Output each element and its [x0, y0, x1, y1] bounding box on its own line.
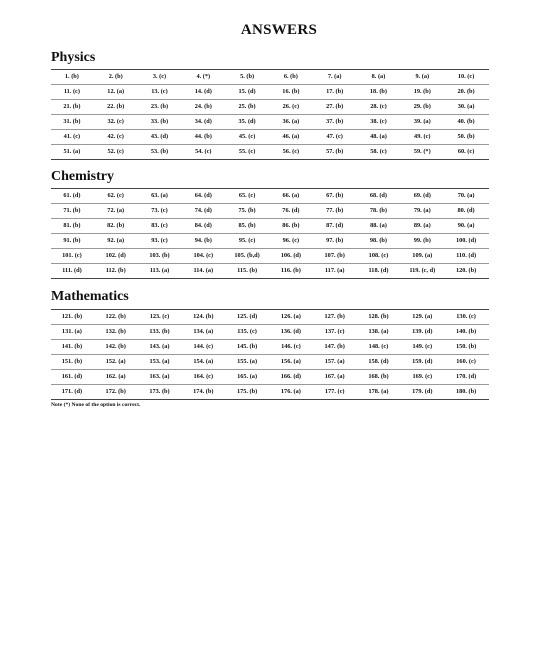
- answer-cell: 26. (c): [270, 100, 314, 115]
- answer-cell: 55. (c): [226, 145, 270, 160]
- answer-cell: 53. (b): [139, 145, 183, 160]
- answer-cell: 65. (c): [226, 189, 270, 204]
- answer-cell: 78. (b): [358, 204, 402, 219]
- answer-cell: 10. (c): [445, 70, 489, 85]
- answer-cell: 92. (a): [95, 234, 139, 249]
- answer-cell: 25. (b): [226, 100, 270, 115]
- section-title-mathematics: Mathematics: [51, 289, 129, 304]
- answer-cell: 97. (b): [314, 234, 358, 249]
- answer-cell: 164. (c): [182, 370, 226, 385]
- answer-cell: 12. (a): [95, 85, 139, 100]
- answer-cell: 175. (b): [226, 385, 270, 400]
- answer-cell: 33. (b): [139, 115, 183, 130]
- answer-cell: 111. (d): [51, 264, 95, 279]
- answer-cell: 149. (c): [401, 340, 445, 355]
- answer-cell: 14. (d): [182, 85, 226, 100]
- answer-cell: 76. (d): [270, 204, 314, 219]
- answer-cell: 96. (c): [270, 234, 314, 249]
- answer-cell: 23. (b): [139, 100, 183, 115]
- answer-cell: 112. (b): [95, 264, 139, 279]
- answer-cell: 120. (b): [445, 264, 489, 279]
- answer-cell: 75. (b): [226, 204, 270, 219]
- answer-cell: 137. (c): [314, 325, 358, 340]
- answer-cell: 101. (c): [51, 249, 95, 264]
- answer-cell: 31. (b): [51, 115, 95, 130]
- answer-cell: 110. (d): [445, 249, 489, 264]
- answer-cell: 166. (d): [270, 370, 314, 385]
- answer-cell: 169. (c): [401, 370, 445, 385]
- answer-cell: 51. (a): [51, 145, 95, 160]
- page-title: ANSWERS: [240, 22, 318, 38]
- answer-cell: 116. (b): [270, 264, 314, 279]
- answer-cell: 151. (b): [51, 355, 95, 370]
- answer-cell: 141. (b): [51, 340, 95, 355]
- answer-cell: 91. (b): [51, 234, 95, 249]
- answer-cell: 52. (c): [95, 145, 139, 160]
- answer-cell: 13. (c): [139, 85, 183, 100]
- answer-cell: 119. (c, d): [401, 264, 445, 279]
- answer-cell: 168. (b): [358, 370, 402, 385]
- table-row: [51, 355, 489, 370]
- answer-cell: 17. (b): [314, 85, 358, 100]
- answer-cell: 155. (a): [226, 355, 270, 370]
- answer-cell: 159. (d): [401, 355, 445, 370]
- answer-cell: 1. (b): [51, 70, 95, 85]
- table-row: [51, 100, 489, 115]
- answer-cell: 103. (b): [139, 249, 183, 264]
- answer-cell: 93. (c): [139, 234, 183, 249]
- answer-cell: 15. (d): [226, 85, 270, 100]
- answer-cell: 176. (a): [270, 385, 314, 400]
- answer-cell: 42. (c): [95, 130, 139, 145]
- answer-cell: 6. (b): [270, 70, 314, 85]
- answer-cell: 163. (a): [139, 370, 183, 385]
- answer-cell: 143. (a): [139, 340, 183, 355]
- answer-table-mathematics: [51, 309, 489, 400]
- table-row: [51, 234, 489, 249]
- answer-cell: 48. (a): [358, 130, 402, 145]
- answer-cell: 177. (c): [314, 385, 358, 400]
- answer-cell: 174. (b): [182, 385, 226, 400]
- answer-table-physics: [51, 69, 489, 160]
- answer-cell: 158. (d): [358, 355, 402, 370]
- answer-cell: 24. (b): [182, 100, 226, 115]
- answer-cell: 127. (b): [314, 310, 358, 325]
- answer-cell: 139. (d): [401, 325, 445, 340]
- answer-cell: 58. (c): [358, 145, 402, 160]
- answer-cell: 40. (b): [445, 115, 489, 130]
- answer-cell: 102. (d): [95, 249, 139, 264]
- table-row: [51, 249, 489, 264]
- answer-cell: 57. (b): [314, 145, 358, 160]
- answer-cell: 9. (a): [401, 70, 445, 85]
- answer-cell: 62. (c): [95, 189, 139, 204]
- answer-cell: 115. (b): [226, 264, 270, 279]
- answer-cell: 77. (b): [314, 204, 358, 219]
- answer-cell: 132. (b): [95, 325, 139, 340]
- table-row: [51, 385, 489, 400]
- answer-cell: 80. (d): [445, 204, 489, 219]
- answer-cell: 67. (b): [314, 189, 358, 204]
- answer-cell: 49. (c): [401, 130, 445, 145]
- answer-cell: 136. (d): [270, 325, 314, 340]
- answer-cell: 32. (c): [95, 115, 139, 130]
- table-row: [51, 189, 489, 204]
- table-row: [51, 370, 489, 385]
- answer-cell: 148. (c): [358, 340, 402, 355]
- answer-cell: 165. (a): [226, 370, 270, 385]
- answer-cell: 79. (a): [401, 204, 445, 219]
- table-row: [51, 115, 489, 130]
- footnote: Note (*) None of the option is correct.: [51, 402, 141, 408]
- answer-cell: 16. (b): [270, 85, 314, 100]
- answer-cell: 157. (a): [314, 355, 358, 370]
- answer-cell: 122. (b): [95, 310, 139, 325]
- answer-cell: 126. (a): [270, 310, 314, 325]
- answer-cell: 147. (b): [314, 340, 358, 355]
- answer-cell: 105. (b,d): [226, 249, 270, 264]
- answer-cell: 86. (b): [270, 219, 314, 234]
- answer-cell: 61. (d): [51, 189, 95, 204]
- answer-cell: 131. (a): [51, 325, 95, 340]
- answer-cell: 133. (b): [139, 325, 183, 340]
- answer-cell: 4. (*): [182, 70, 226, 85]
- answer-cell: 146. (c): [270, 340, 314, 355]
- answer-cell: 98. (b): [358, 234, 402, 249]
- answer-cell: 36. (a): [270, 115, 314, 130]
- table-row: [51, 85, 489, 100]
- answer-cell: 43. (d): [139, 130, 183, 145]
- answer-cell: 81. (b): [51, 219, 95, 234]
- answer-cell: 121. (b): [51, 310, 95, 325]
- answer-cell: 22. (b): [95, 100, 139, 115]
- answer-cell: 47. (c): [314, 130, 358, 145]
- answer-cell: 156. (a): [270, 355, 314, 370]
- answer-cell: 170. (d): [445, 370, 489, 385]
- answer-cell: 45. (c): [226, 130, 270, 145]
- answer-cell: 54. (c): [182, 145, 226, 160]
- answer-cell: 44. (b): [182, 130, 226, 145]
- answer-cell: 150. (b): [445, 340, 489, 355]
- answer-cell: 7. (a): [314, 70, 358, 85]
- answer-cell: 154. (a): [182, 355, 226, 370]
- answer-cell: 94. (b): [182, 234, 226, 249]
- answer-cell: 108. (c): [358, 249, 402, 264]
- answer-cell: 179. (d): [401, 385, 445, 400]
- section-title-chemistry: Chemistry: [51, 169, 114, 184]
- answer-cell: 180. (b): [445, 385, 489, 400]
- answer-cell: 3. (c): [139, 70, 183, 85]
- answer-cell: 161. (d): [51, 370, 95, 385]
- answer-cell: 134. (a): [182, 325, 226, 340]
- answer-cell: 38. (c): [358, 115, 402, 130]
- answer-cell: 66. (a): [270, 189, 314, 204]
- answer-cell: 124. (b): [182, 310, 226, 325]
- answer-cell: 88. (a): [358, 219, 402, 234]
- answer-cell: 46. (a): [270, 130, 314, 145]
- answer-cell: 37. (b): [314, 115, 358, 130]
- answer-cell: 128. (b): [358, 310, 402, 325]
- answer-cell: 72. (a): [95, 204, 139, 219]
- answer-cell: 138. (a): [358, 325, 402, 340]
- answer-cell: 85. (b): [226, 219, 270, 234]
- answer-cell: 107. (b): [314, 249, 358, 264]
- answer-cell: 35. (d): [226, 115, 270, 130]
- table-row: [51, 310, 489, 325]
- answer-cell: 89. (a): [401, 219, 445, 234]
- table-row: [51, 340, 489, 355]
- answer-table-chemistry: [51, 188, 489, 279]
- section-title-physics: Physics: [51, 50, 96, 65]
- answer-cell: 99. (b): [401, 234, 445, 249]
- answer-cell: 90. (a): [445, 219, 489, 234]
- answer-cell: 11. (c): [51, 85, 95, 100]
- answer-cell: 74. (d): [182, 204, 226, 219]
- answer-cell: 29. (b): [401, 100, 445, 115]
- answer-cell: 173. (b): [139, 385, 183, 400]
- answer-cell: 69. (d): [401, 189, 445, 204]
- answer-cell: 59. (*): [401, 145, 445, 160]
- answer-cell: 162. (a): [95, 370, 139, 385]
- answer-cell: 20. (b): [445, 85, 489, 100]
- answer-cell: 153. (a): [139, 355, 183, 370]
- answer-cell: 41. (c): [51, 130, 95, 145]
- answer-cell: 18. (b): [358, 85, 402, 100]
- answer-cell: 125. (d): [226, 310, 270, 325]
- table-row: [51, 70, 489, 85]
- answer-cell: 82. (b): [95, 219, 139, 234]
- answer-cell: 19. (b): [401, 85, 445, 100]
- answer-cell: 118. (d): [358, 264, 402, 279]
- answer-cell: 113. (a): [139, 264, 183, 279]
- table-row: [51, 130, 489, 145]
- answer-cell: 21. (b): [51, 100, 95, 115]
- answer-cell: 145. (b): [226, 340, 270, 355]
- table-row: [51, 219, 489, 234]
- table-row: [51, 325, 489, 340]
- answer-cell: 140. (b): [445, 325, 489, 340]
- answer-cell: 87. (d): [314, 219, 358, 234]
- answer-cell: 8. (a): [358, 70, 402, 85]
- answer-cell: 73. (c): [139, 204, 183, 219]
- answer-cell: 60. (c): [445, 145, 489, 160]
- answer-cell: 144. (c): [182, 340, 226, 355]
- answer-cell: 172. (b): [95, 385, 139, 400]
- answer-cell: 104. (c): [182, 249, 226, 264]
- answer-cell: 178. (a): [358, 385, 402, 400]
- answer-cell: 171. (d): [51, 385, 95, 400]
- answer-cell: 109. (a): [401, 249, 445, 264]
- answer-cell: 34. (d): [182, 115, 226, 130]
- table-row: [51, 204, 489, 219]
- table-row: [51, 145, 489, 160]
- answer-cell: 56. (c): [270, 145, 314, 160]
- answer-cell: 95. (c): [226, 234, 270, 249]
- answer-cell: 123. (c): [139, 310, 183, 325]
- answer-cell: 68. (d): [358, 189, 402, 204]
- answer-cell: 117. (a): [314, 264, 358, 279]
- answer-cell: 30. (a): [445, 100, 489, 115]
- answer-cell: 84. (d): [182, 219, 226, 234]
- answer-cell: 39. (a): [401, 115, 445, 130]
- answer-cell: 71. (b): [51, 204, 95, 219]
- answer-cell: 167. (a): [314, 370, 358, 385]
- answer-cell: 100. (d): [445, 234, 489, 249]
- answer-cell: 160. (c): [445, 355, 489, 370]
- answer-cell: 129. (a): [401, 310, 445, 325]
- answer-cell: 135. (c): [226, 325, 270, 340]
- answer-cell: 2. (b): [95, 70, 139, 85]
- answer-cell: 63. (a): [139, 189, 183, 204]
- table-row: [51, 264, 489, 279]
- answer-cell: 83. (c): [139, 219, 183, 234]
- answer-cell: 152. (a): [95, 355, 139, 370]
- answer-cell: 5. (b): [226, 70, 270, 85]
- answer-cell: 28. (c): [358, 100, 402, 115]
- answer-cell: 27. (b): [314, 100, 358, 115]
- answer-cell: 50. (b): [445, 130, 489, 145]
- answer-cell: 64. (d): [182, 189, 226, 204]
- answer-cell: 70. (a): [445, 189, 489, 204]
- answer-cell: 142. (b): [95, 340, 139, 355]
- answer-cell: 106. (d): [270, 249, 314, 264]
- answer-cell: 130. (c): [445, 310, 489, 325]
- answer-cell: 114. (a): [182, 264, 226, 279]
